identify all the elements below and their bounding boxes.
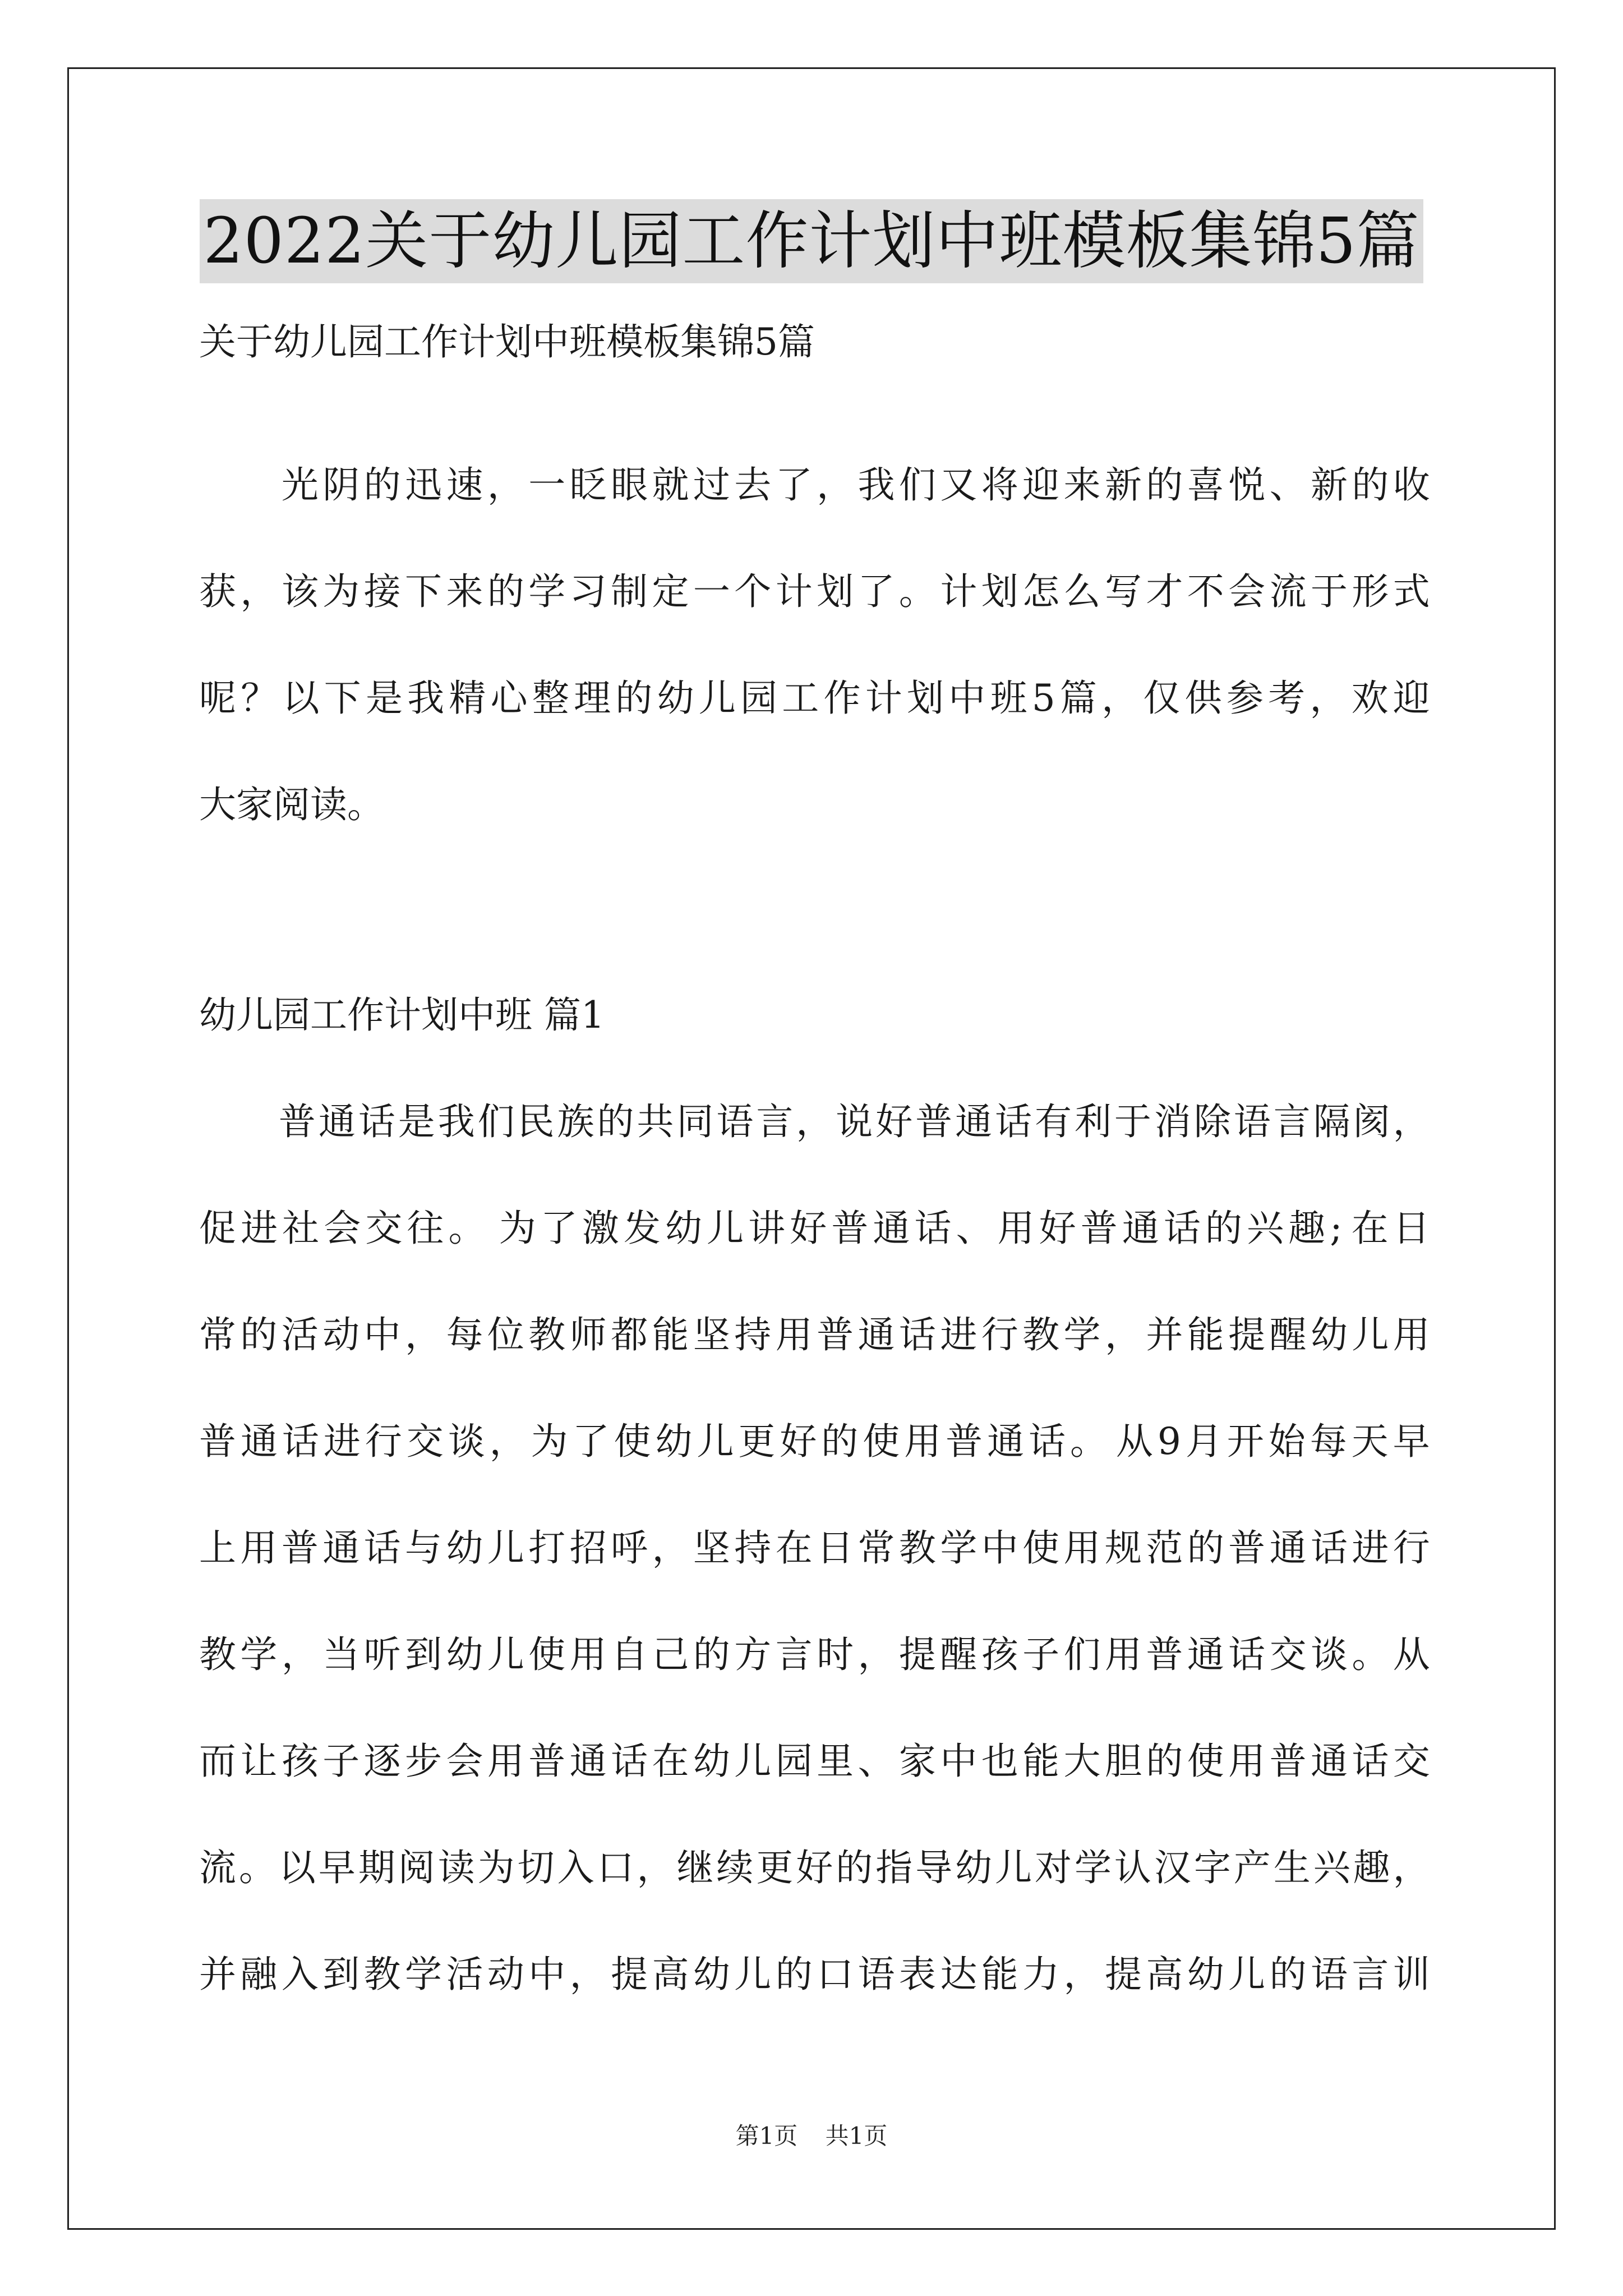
body-line-6: 教 学 ， 当 听 到 幼 儿 使 用 自 己 的 方 言 时 ， 提 醒 孩 子 们 用 普 通 话 交 谈 。 从 xyxy=(199,1633,1430,1676)
body-line-7: 而 让 孩 子 逐 步 会 用 普 通 话 在 幼 儿 园 里 、 家 中 也 能 大 胆 的 使 用 普 通 话 交 xyxy=(199,1740,1430,1783)
page-footer xyxy=(0,2120,1623,2152)
body-line-9: 并 融 入 到 教 学 活 动 中 ， 提 高 幼 儿 的 口 语 表 达 能 力 ， 提 高 幼 儿 的 语 言 训 xyxy=(199,1953,1430,1996)
intro-line-1: 光 阴 的 迅 速 ， 一 眨 眼 就 过 去 了 ， 我 们 又 将 迎 来 新 的 喜 悦 、 新 的 收 xyxy=(281,463,1430,507)
title-container xyxy=(0,199,1623,283)
body-line-2: 促 进 社 会 交 往 。 为 了 激 发 幼 儿 讲 好 普 通 话 、 用 好 普 通 话 的 兴 趣 ; 在 日 xyxy=(199,1207,1430,1250)
intro-line-2: 获 ， 该 为 接 下 来 的 学 习 制 定 一 个 计 划 了 。 计 划 怎 么 写 才 不 会 流 于 形 式 xyxy=(199,570,1430,613)
body-line-3: 常 的 活 动 中 ， 每 位 教 师 都 能 坚 持 用 普 通 话 进 行 教 学 ， 并 能 提 醒 幼 儿 用 xyxy=(199,1313,1430,1356)
page-number: 第1页 xyxy=(735,2122,798,2150)
document-title: 2022关于幼儿园工作计划中班模板集锦5篇 xyxy=(200,199,1423,283)
intro-line-3: 呢 ？ 以 下 是 我 精 心 整 理 的 幼 儿 园 工 作 计 划 中 班 5 篇 ， 仅 供 参 考 ， 欢 迎 xyxy=(199,677,1430,720)
document-subtitle: 关于幼儿园工作计划中班模板集锦5篇 xyxy=(199,320,815,364)
page-border xyxy=(67,67,1556,2230)
body-line-5: 上 用 普 通 话 与 幼 儿 打 招 呼 ， 坚 持 在 日 常 教 学 中 使 用 规 范 的 普 通 话 进 行 xyxy=(199,1526,1430,1570)
page-total: 共1页 xyxy=(825,2122,888,2150)
body-line-1: 普 通 话 是 我 们 民 族 的 共 同 语 言 ， 说 好 普 通 话 有 利 于 消 除 语 言 隔 阂 ， xyxy=(278,1100,1430,1143)
body-line-4: 普 通 话 进 行 交 谈 ， 为 了 使 幼 儿 更 好 的 使 用 普 通 话 。 从 9 月 开 始 每 天 早 xyxy=(199,1420,1430,1463)
body-line-8: 流 。 以 早 期 阅 读 为 切 入 口 ， 继 续 更 好 的 指 导 幼 儿 对 学 认 汉 字 产 生 兴 趣 ， xyxy=(199,1846,1430,1889)
section-heading: 幼儿园工作计划中班 篇1 xyxy=(199,993,605,1037)
intro-line-4: 大家阅读。 xyxy=(199,783,384,826)
